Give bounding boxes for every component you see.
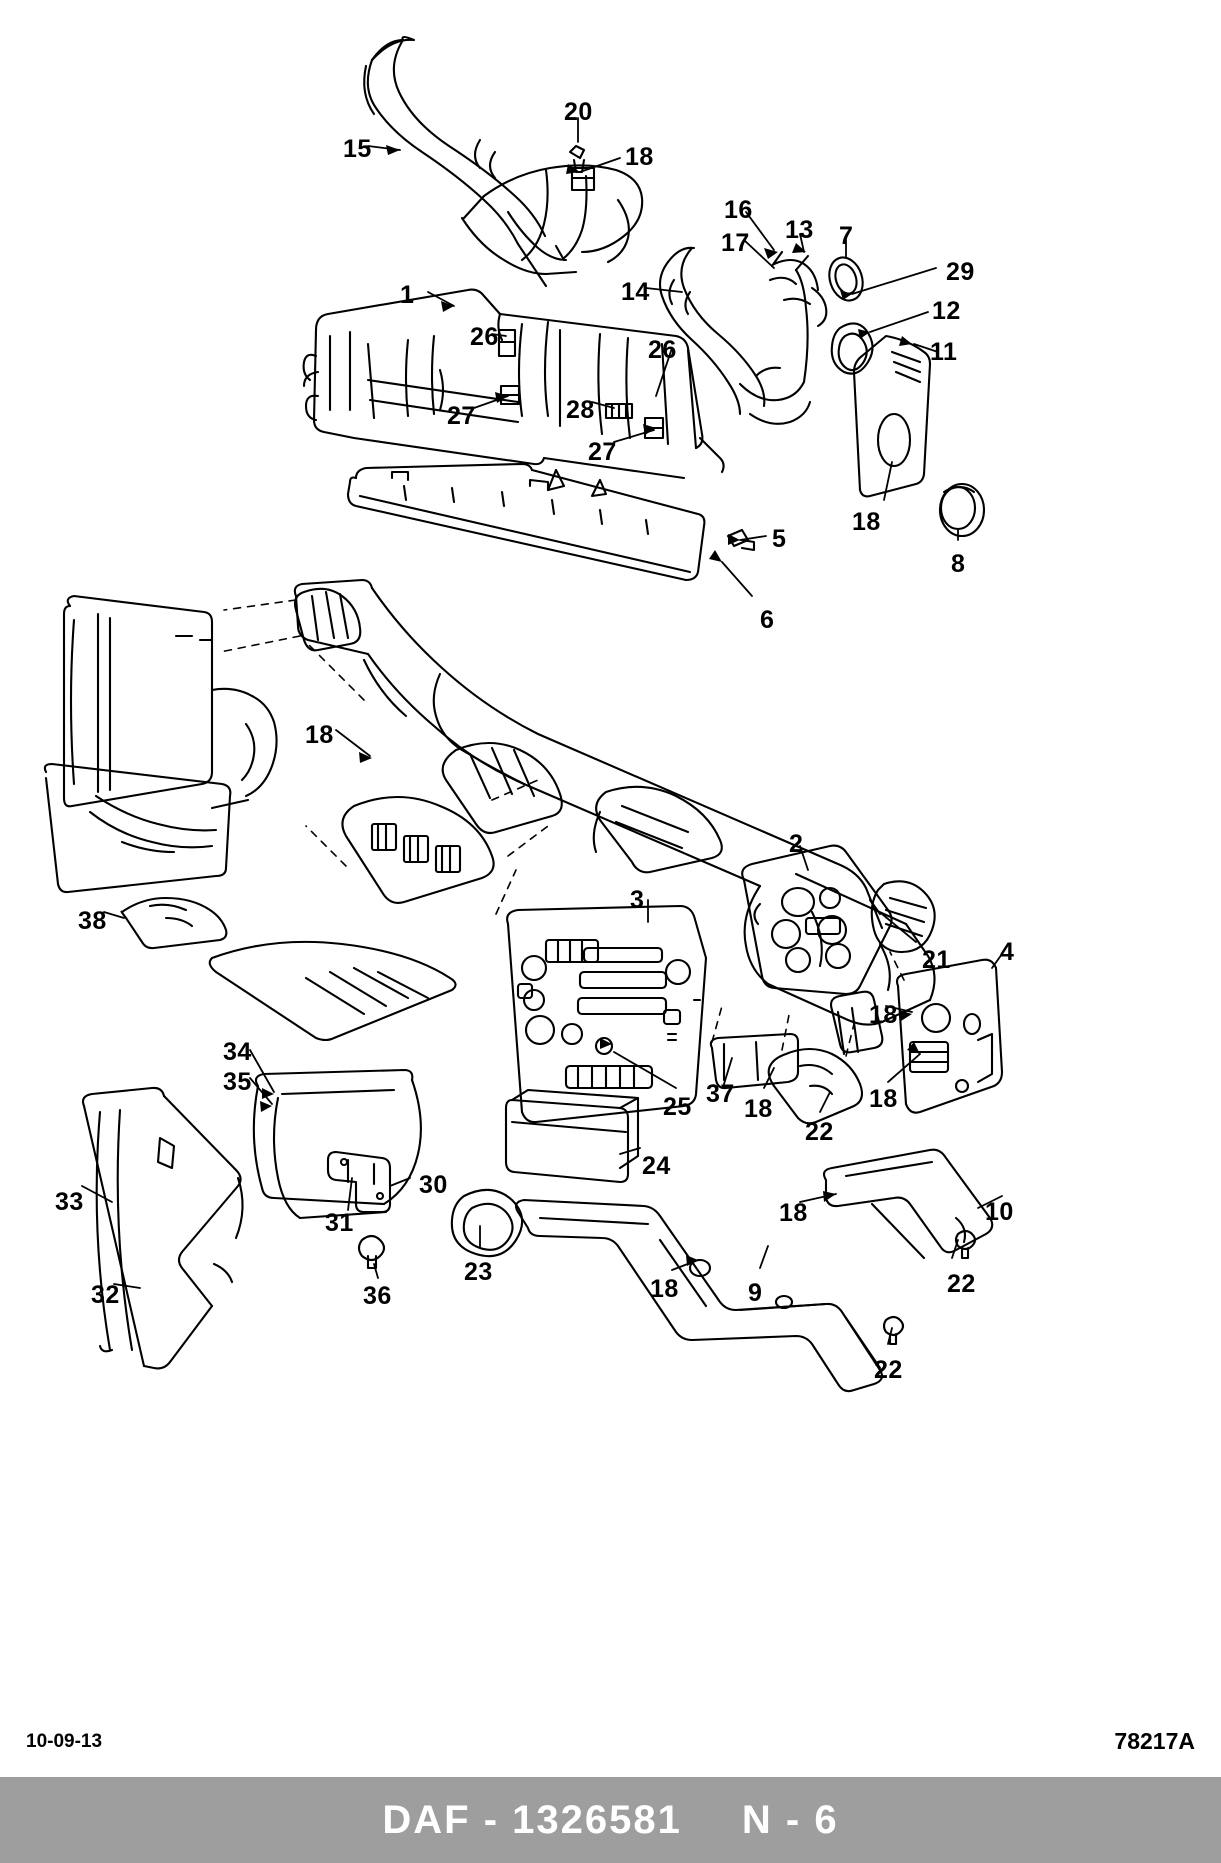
callout-26-b: 26 <box>648 336 677 364</box>
callout-12: 12 <box>932 297 961 325</box>
callout-18-d: 18 <box>869 1001 898 1029</box>
callout-7: 7 <box>839 222 854 250</box>
callout-18-g: 18 <box>779 1199 808 1227</box>
callout-28: 28 <box>566 396 595 424</box>
callout-33: 33 <box>55 1188 84 1216</box>
part-22-screw-c <box>884 1317 903 1344</box>
part-4-right-panel <box>897 960 1002 1113</box>
part-15-air-duct <box>364 37 642 286</box>
callout-18-h: 18 <box>650 1275 679 1303</box>
part-2-cluster-bezel <box>742 846 891 994</box>
part-main-dashboard <box>295 580 935 1025</box>
part-36-screw <box>359 1236 384 1268</box>
callout-2: 2 <box>789 830 804 858</box>
part-8-cap <box>940 484 984 536</box>
callout-3: 3 <box>630 886 645 914</box>
callout-21: 21 <box>922 946 951 974</box>
part-9-lower-trim <box>516 1200 882 1391</box>
callout-37: 37 <box>706 1080 735 1108</box>
part-34-35-duct-frame <box>254 1070 421 1218</box>
callout-23: 23 <box>464 1258 493 1286</box>
brand-part-number: DAF - 1326581 <box>382 1797 682 1842</box>
part-glovebox-lid <box>64 596 277 808</box>
part-32-33-side-panel <box>83 1088 243 1369</box>
callout-38: 38 <box>78 907 107 935</box>
callout-17: 17 <box>721 229 750 257</box>
callout-16: 16 <box>724 196 753 224</box>
part-14-duct <box>660 248 826 424</box>
part-10-right-trim <box>824 1150 992 1258</box>
date-code: 10-09-13 <box>26 1731 103 1752</box>
callout-14: 14 <box>621 278 650 306</box>
callout-27-b: 27 <box>588 438 617 466</box>
callout-18-b: 18 <box>852 508 881 536</box>
callout-20: 20 <box>564 98 593 126</box>
callout-8: 8 <box>951 550 966 578</box>
callout-18-e: 18 <box>869 1085 898 1113</box>
callout-11: 11 <box>930 338 958 366</box>
callout-29: 29 <box>946 258 975 286</box>
callout-22-c: 22 <box>874 1356 903 1384</box>
callout-15: 15 <box>343 135 372 163</box>
callout-30: 30 <box>419 1171 448 1199</box>
callout-34: 34 <box>223 1038 252 1066</box>
callout-31: 31 <box>325 1209 354 1237</box>
callout-36: 36 <box>363 1282 392 1310</box>
callout-1: 1 <box>400 281 415 309</box>
section-number: N - 6 <box>741 1797 839 1842</box>
callout-26-a: 26 <box>470 323 499 351</box>
callout-6: 6 <box>760 606 775 634</box>
callout-4: 4 <box>1000 938 1015 966</box>
callout-18-c: 18 <box>305 721 334 749</box>
callout-22-a: 22 <box>805 1118 834 1146</box>
part-23-grommet <box>452 1190 522 1256</box>
part-38-trim <box>122 898 227 948</box>
callout-24: 24 <box>642 1152 671 1180</box>
callout-18-f: 18 <box>744 1095 773 1123</box>
callout-9: 9 <box>748 1279 763 1307</box>
part-22-lower-duct <box>769 1049 862 1123</box>
footer-content <box>382 1798 838 1843</box>
part-12-gasket <box>832 323 873 373</box>
part-6-upper-panel <box>348 464 704 580</box>
callout-25: 25 <box>663 1093 692 1121</box>
callout-13: 13 <box>785 216 814 244</box>
part-mesh-panel <box>210 942 456 1040</box>
callout-18-a: 18 <box>625 143 654 171</box>
sheet-code: 78217A <box>1114 1728 1195 1754</box>
part-24-tray <box>506 1090 638 1182</box>
callout-5: 5 <box>772 525 787 553</box>
callout-35: 35 <box>223 1068 252 1096</box>
callout-10: 10 <box>985 1198 1014 1226</box>
callout-27-a: 27 <box>447 402 476 430</box>
callout-22-b: 22 <box>947 1270 976 1298</box>
callout-32: 32 <box>91 1281 120 1309</box>
footer-bar <box>0 1777 1221 1863</box>
